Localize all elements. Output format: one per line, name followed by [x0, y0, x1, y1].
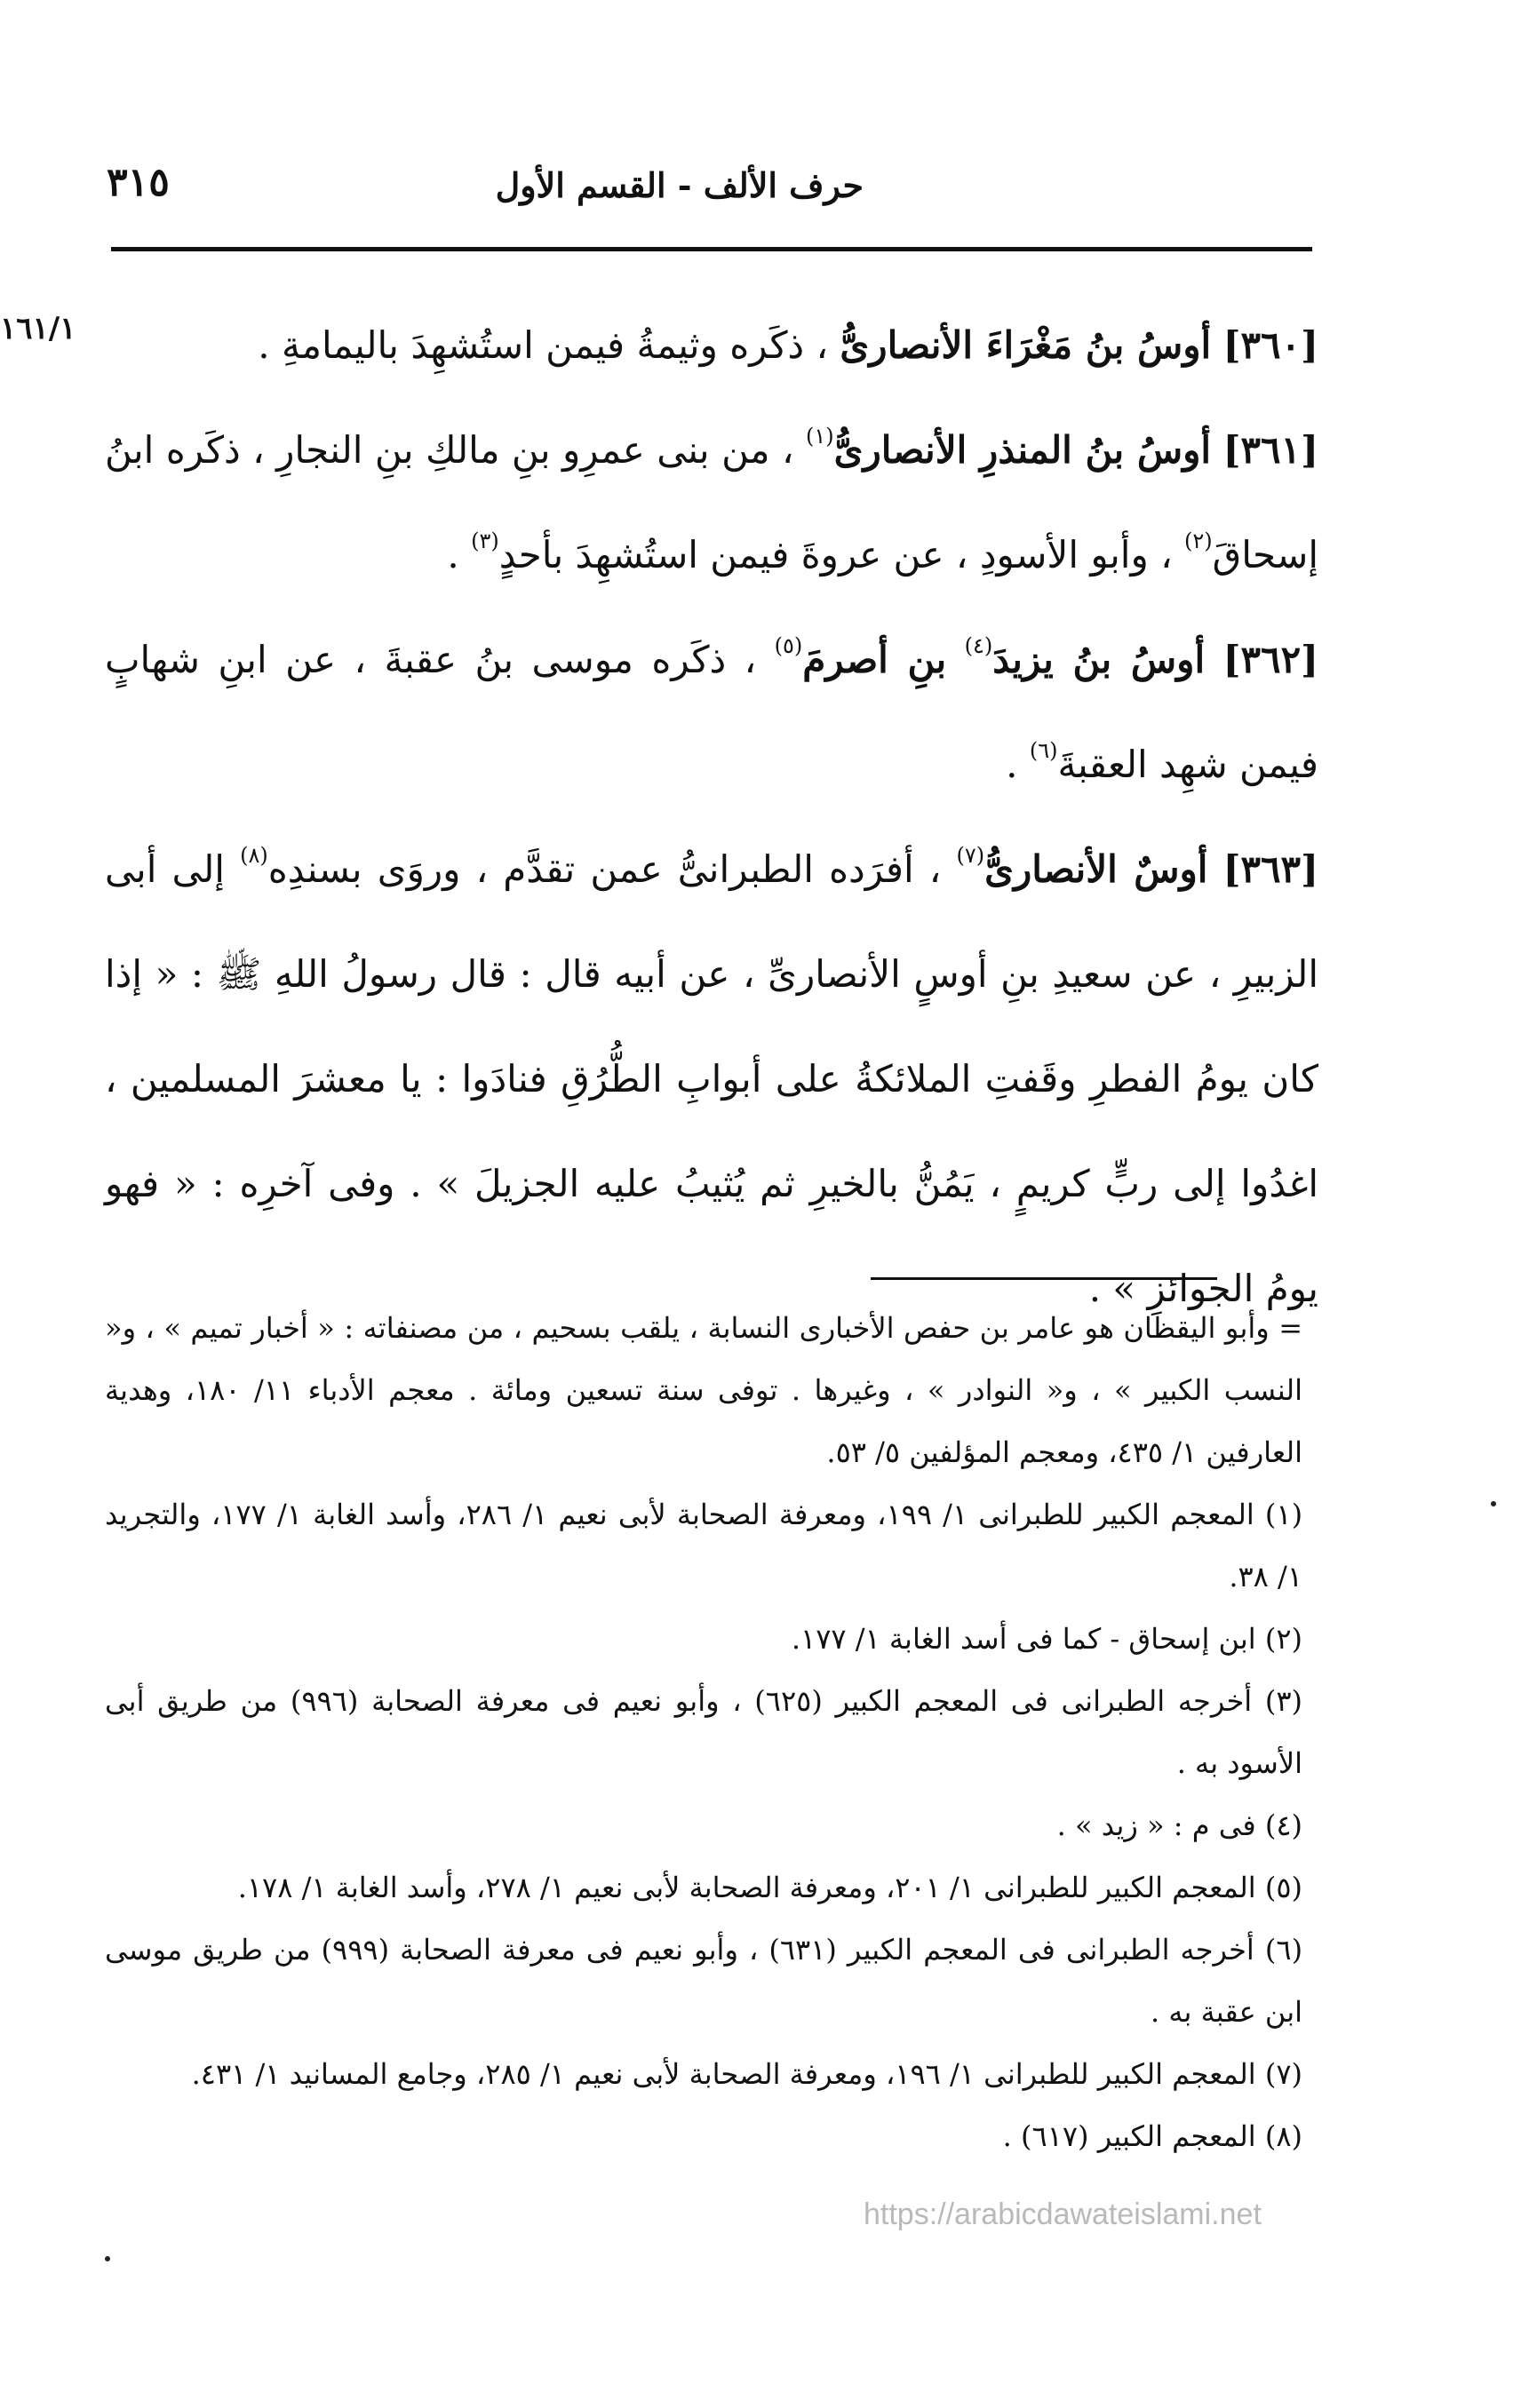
entry-text: إلى أبى الزبيرِ ، عن سعيدِ بنِ أوسٍ الأنصارىِّ ، عن أبيه قال : قال رسولُ اللهِ ﷺ : « إذا كان يومُ الفطرِ وقَفتِ الملائكةُ على أبوابِ الطُّرُقِ فنادَوا : يا معشرَ المسلمين ، اغدُوا إلى ربٍّ كريمٍ ، يَمُنُّ بالخيرِ ثم يُثيبُ عليه الجزيلَ » . وفى آخرِه : « فهو يومُ الجوائزِ » . — [105, 847, 1318, 1310]
footnote-text: المعجم الكبير للطبرانى ١/ ٢٠١، ومعرفة الصحابة لأبى نعيم ١/ ٢٧٨، وأسد الغابة ١/ ١٧٨. — [237, 1871, 1256, 1904]
page-number: ٣١٥ — [107, 160, 170, 205]
entry-text: ، ذكَره موسى بنُ عقبةَ ، عن ابنِ شهابٍ فيمن شهِد العقبةَ — [105, 638, 1318, 786]
footnote-marker: (٤) — [964, 633, 993, 658]
entry-number: [٣٦٠] — [1222, 323, 1318, 367]
entry-362 — [105, 608, 1318, 817]
footnote-label: (٦) — [1264, 1933, 1303, 1967]
footnote-marker: (٧) — [956, 843, 985, 868]
footnote-label: = — [1278, 1311, 1303, 1345]
footnote-text: المعجم الكبير للطبرانى ١/ ١٩٦، ومعرفة الصحابة لأبى نعيم ١/ ٢٨٥، وجامع المسانيد ١/ ٤٣١. — [191, 2057, 1256, 2091]
footnote-6 — [105, 1919, 1302, 2043]
header-rule — [111, 247, 1312, 251]
entry-name: أوسُ بنُ مَغْرَاءَ الأنصارىُّ — [840, 323, 1212, 367]
entry-name: أوسُ بنُ يزيدَ — [992, 638, 1206, 681]
entry-name: أوسٌ الأنصارىُّ — [984, 847, 1208, 891]
footnote-marker: (٢) — [1184, 528, 1213, 553]
main-text — [105, 293, 1318, 1341]
entry-text: ، أفرَده الطبرانىُّ عمن تقدَّم ، وروَى بسندِه — [267, 847, 942, 891]
footnote-5 — [105, 1856, 1302, 1919]
footnote-label: (٨) — [1264, 2119, 1302, 2153]
footnote-2 — [105, 1608, 1302, 1670]
footnote-4 — [105, 1794, 1302, 1856]
footnote-marker: (٣) — [471, 528, 499, 553]
footnote-text: ابن إسحاق - كما فى أسد الغابة ١/ ١٧٧. — [791, 1622, 1256, 1656]
footnote-text: أخرجه الطبرانى فى المعجم الكبير (٦٢٥) ، وأبو نعيم فى معرفة الصحابة (٩٩٦) من طريق أبى الأسود به . — [105, 1684, 1302, 1780]
margin-reference: ١٦١/١ — [0, 311, 76, 346]
entry-text: ، من بنى عمرِو بنِ مالكِ بنِ النجارِ ، ذكَره ابنُ إسحاقَ — [105, 428, 1318, 576]
running-header: حرف الألف - القسم الأول — [495, 165, 864, 205]
footnote-text: وأبو اليقظان هو عامر بن حفص الأخبارى النسابة ، يلقب بسحيم ، من مصنفاته : « أخبار تميم » ، و« النسب الكبير » ، و« النوادر » ، وغيرها . توفى سنة تسعين ومائة . معجم الأدباء ١١/ ١٨٠، وهدية العارفين ١/ ٤٣٥، ومعجم المؤلفين ٥/ ٥٣. — [105, 1311, 1303, 1469]
entry-number: [٣٦٢] — [1222, 638, 1319, 681]
footnote-label: (٢) — [1264, 1622, 1302, 1656]
entry-text: . — [1006, 743, 1018, 786]
entry-number: [٣٦٣] — [1222, 847, 1318, 891]
footnote-1 — [105, 1483, 1302, 1608]
footnote-label: (٧) — [1264, 2057, 1302, 2091]
footnote-label: (٥) — [1264, 1871, 1302, 1904]
footnote-3 — [105, 1670, 1302, 1794]
entry-name: أوسُ بنُ المنذرِ الأنصارىُّ — [833, 428, 1212, 472]
entry-363 — [105, 817, 1318, 1341]
footnote-label: (١) — [1264, 1498, 1303, 1531]
entry-text: ، ذكَره وثيمةُ فيمن استُشهِدَ باليمامةِ . — [258, 323, 829, 367]
footnote-text: المعجم الكبير (٦١٧) . — [1002, 2119, 1256, 2153]
footnote-8 — [105, 2105, 1302, 2167]
footnote-continued — [105, 1297, 1302, 1483]
footnote-separator — [871, 1277, 1217, 1280]
footnote-marker: (١) — [806, 424, 834, 449]
entry-text: . — [447, 533, 459, 576]
footnote-text: فى م : « زيد » . — [1056, 1808, 1256, 1842]
entry-361 — [105, 398, 1318, 608]
footnote-text: المعجم الكبير للطبرانى ١/ ١٩٩، ومعرفة الصحابة لأبى نعيم ١/ ٢٨٦، وأسد الغابة ١/ ١٧٧، والتجريد ١/ ٣٨. — [105, 1498, 1302, 1593]
entry-name-continued: بنِ أصرمَ — [802, 638, 947, 681]
watermark-url: https://arabicdawateislami.net — [864, 2197, 1262, 2231]
footnote-marker: (٦) — [1029, 738, 1058, 763]
footnote-7 — [105, 2043, 1302, 2105]
footnote-label: (٣) — [1264, 1684, 1303, 1718]
footnote-label: (٤) — [1264, 1808, 1302, 1842]
footnotes — [105, 1297, 1302, 2167]
scan-speck — [1491, 1501, 1496, 1506]
footnote-marker: (٨) — [240, 843, 268, 868]
footnote-text: أخرجه الطبرانى فى المعجم الكبير (٦٣١) ، وأبو نعيم فى معرفة الصحابة (٩٩٩) من طريق موسى ابن عقبة به . — [105, 1933, 1302, 2029]
entry-number: [٣٦١] — [1222, 428, 1318, 472]
entry-360 — [105, 293, 1318, 398]
entry-text: ، وأبو الأسودِ ، عن عروةَ فيمن استُشهِدَ بأحدٍ — [498, 533, 1173, 576]
scan-speck — [105, 2256, 110, 2261]
footnote-marker: (٥) — [774, 633, 803, 658]
